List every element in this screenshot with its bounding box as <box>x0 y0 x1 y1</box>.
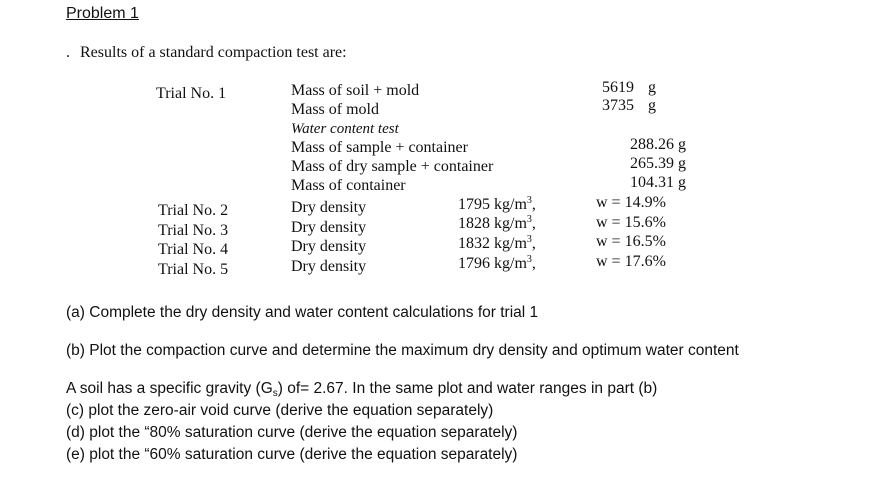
water-content-heading: Water content test <box>291 121 399 137</box>
mass-soil-mold-label: Mass of soil + mold <box>291 82 420 99</box>
sample-container-label: Mass of sample + container <box>291 139 468 156</box>
trial2-water: w = 14.9% <box>596 194 666 211</box>
dry-sample-container-value: 265.39 g <box>630 155 686 172</box>
trial2-property: Dry density <box>291 199 367 216</box>
question-a: (a) Complete the dry density and water content calculations for trial 1 <box>66 304 539 321</box>
trial5-property: Dry density <box>291 258 367 275</box>
trial5-density: 1796 $kg/m^3$, <box>458 254 536 272</box>
trial2-label: Trial No. 2 <box>158 202 229 219</box>
trial4-property: Dry density <box>291 238 367 255</box>
trial4-water: w = 16.5% <box>596 233 666 250</box>
trial1-label: Trial No. 1 <box>156 85 227 102</box>
question-e: (e) plot the “60% saturation curve (derive the equation separately) <box>66 446 518 463</box>
bullet-icon: . <box>66 44 70 61</box>
trial3-label: Trial No. 3 <box>158 222 229 239</box>
problem-title: Problem 1 <box>66 5 139 22</box>
dry-sample-container-label: Mass of dry sample + container <box>291 158 494 175</box>
sample-container-value: 288.26 g <box>630 136 686 153</box>
mass-mold-value: 3735 g <box>602 97 656 114</box>
container-value: 104.31 g <box>630 174 686 191</box>
specific-gravity-line: A soil has a specific gravity $(G_s)$ of= 2.67. In the same plot and water ranges in part (b) <box>66 380 658 399</box>
trial2-density: 1795 $kg/m^3$, <box>458 195 536 213</box>
trial5-water: w = 17.6% <box>596 253 666 270</box>
trial4-label: Trial No. 4 <box>158 241 229 258</box>
question-c: (c) plot the zero-air void curve (derive the equation separately) <box>66 402 494 419</box>
mass-mold-label: Mass of mold <box>291 101 379 118</box>
intro-text: Results of a standard compaction test are: <box>80 44 347 61</box>
trial5-label: Trial No. 5 <box>158 261 229 278</box>
trial3-water: w = 15.6% <box>596 214 666 231</box>
intro-line <box>66 44 347 62</box>
question-d: (d) plot the “80% saturation curve (derive the equation separately) <box>66 424 518 441</box>
trial4-density: 1832 $kg/m^3$, <box>458 234 536 252</box>
mass-soil-mold-value: 5619 g <box>602 79 656 96</box>
container-label: Mass of container <box>291 177 406 194</box>
trial3-property: Dry density <box>291 219 367 236</box>
question-b: (b) Plot the compaction curve and determine the maximum dry density and optimum water content <box>66 342 739 359</box>
trial3-density: 1828 $kg/m^3$, <box>458 214 536 232</box>
